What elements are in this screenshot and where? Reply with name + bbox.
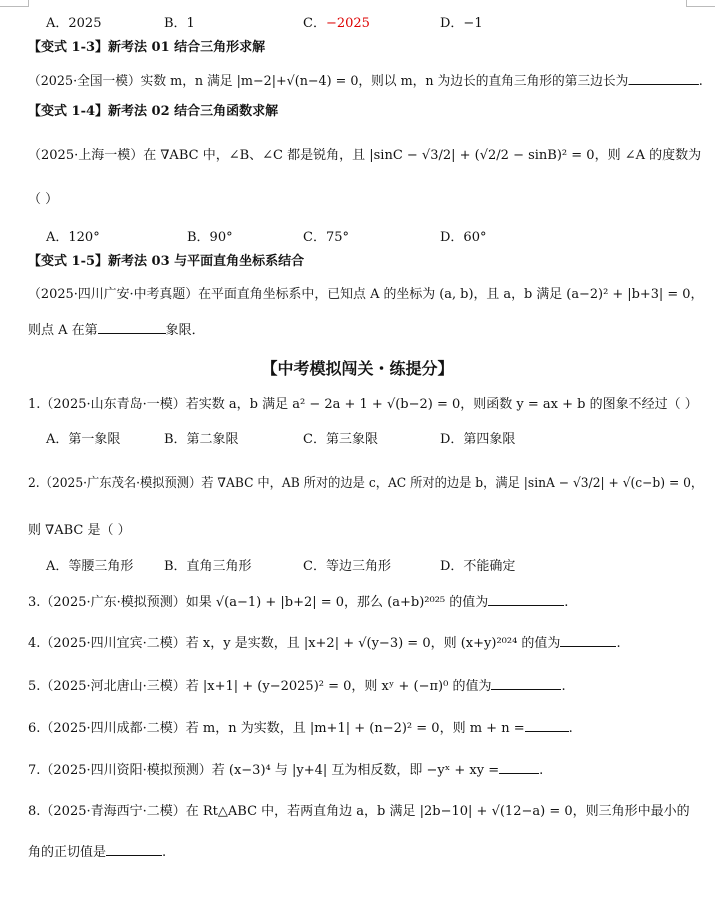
question-4-text: 4.（2025·四川宜宾·二模）若 x，y 是实数，且 |x+2| + √(y−3) = 0，则 (x+y)²⁰²⁴ 的值为 xyxy=(28,636,561,651)
variant-1-4-option-d: D．60° xyxy=(440,230,487,245)
question-8-line2 xyxy=(28,842,166,863)
answer-blank xyxy=(488,592,564,606)
top-option-c-value: −2025 xyxy=(325,16,370,31)
question-4 xyxy=(28,633,621,654)
variant-1-5-line2-post: 象限． xyxy=(165,323,205,338)
answer-blank xyxy=(525,718,569,732)
variant-1-4-option-a: A．120° xyxy=(46,230,100,245)
q1-option-d: D．第四象限 xyxy=(440,432,516,447)
q1-option-b: B．第二象限 xyxy=(164,432,239,447)
top-option-d: D．−1 xyxy=(440,16,483,31)
variant-1-4-option-b: B．90° xyxy=(187,230,233,245)
question-2-line2: 则 ∇ABC 是（ ） xyxy=(28,523,131,538)
question-3 xyxy=(28,592,568,613)
answer-blank xyxy=(106,842,162,856)
answer-blank xyxy=(499,760,539,774)
question-7-text: 7.（2025·四川资阳·模拟预测）若 (x−3)⁴ 与 |y+4| 互为相反数，即 −yˣ + xy = xyxy=(28,763,500,778)
period: . xyxy=(539,763,544,778)
question-6-text: 6.（2025·四川成都·二模）若 m，n 为实数，且 |m+1| + (n−2)² = 0，则 m + n = xyxy=(28,721,525,736)
question-8: 8.（2025·青海西宁·二模）在 Rt△ABC 中，若两直角边 a，b 满足 |2b−10| + √(12−a) = 0，则三角形中最小的 xyxy=(28,804,690,819)
q2-option-a: A．等腰三角形 xyxy=(46,559,134,574)
q2-option-c: C．等边三角形 xyxy=(303,559,391,574)
period: . xyxy=(616,636,621,651)
variant-1-3-problem xyxy=(28,71,703,92)
q2-option-b: B．直角三角形 xyxy=(164,559,252,574)
top-option-a: A．2025 xyxy=(46,16,102,31)
section-title: 【中考模拟闯关・练提分】 xyxy=(261,359,454,378)
question-7 xyxy=(28,760,543,781)
question-8-line2-pre: 角的正切值是 xyxy=(28,845,107,860)
question-5-text: 5.（2025·河北唐山·三模）若 |x+1| + (y−2025)² = 0，则 xʸ + (−π)⁰ 的值为 xyxy=(28,679,492,694)
variant-1-4-option-c: C．75° xyxy=(303,230,349,245)
variant-1-4-problem: （2025·上海一模）在 ∇ABC 中，∠B、∠C 都是锐角，且 |sinC − √3/2| + (√2/2 − sinB)² = 0，则 ∠A 的度数为 xyxy=(28,148,702,163)
question-3-text: 3.（2025·广东·模拟预测）如果 √(a−1) + |b+2| = 0，那么 (a+b)²⁰²⁵ 的值为 xyxy=(28,595,489,610)
variant-1-5-line2-pre: 则点 A 在第 xyxy=(28,323,98,338)
answer-blank xyxy=(491,676,561,690)
answer-blank xyxy=(628,71,698,85)
answer-blank xyxy=(98,320,166,334)
page-corner-mark-left xyxy=(0,0,29,7)
q1-option-a: A．第一象限 xyxy=(46,432,121,447)
q2-option-d: D．不能确定 xyxy=(440,559,516,574)
question-2: 2.（2025·广东茂名·模拟预测）若 ∇ABC 中，AB 所对的边是 c，AC 所对的边是 b，满足 |sinA − √3/2| + √(c−b) = 0， xyxy=(28,476,704,491)
period: . xyxy=(568,721,573,736)
period: . xyxy=(561,679,566,694)
question-5 xyxy=(28,676,566,697)
variant-1-4-paren: （ ） xyxy=(28,192,59,207)
answer-blank xyxy=(560,633,616,647)
variant-1-5-line2 xyxy=(28,320,205,341)
page-corner-mark-right xyxy=(686,0,715,7)
top-option-c-label: C． xyxy=(303,16,326,31)
question-1: 1.（2025·山东青岛·一模）若实数 a，b 满足 a² − 2a + 1 + √(b−2) = 0，则函数 y = ax + b 的图象不经过（ ） xyxy=(28,397,698,412)
period: . xyxy=(698,74,703,89)
question-6 xyxy=(28,718,573,739)
variant-1-4-tag: 【变式 1-4】新考法 02 结合三角函数求解 xyxy=(28,104,279,119)
top-option-b: B．1 xyxy=(164,16,195,31)
variant-1-3-tag: 【变式 1-3】新考法 01 结合三角形求解 xyxy=(28,40,266,55)
q1-option-c: C．第三象限 xyxy=(303,432,378,447)
period: . xyxy=(564,595,569,610)
variant-1-5-problem: （2025·四川广安·中考真题）在平面直角坐标系中，已知点 A 的坐标为 (a, b)，且 a，b 满足 (a−2)² + |b+3| = 0， xyxy=(28,287,704,302)
variant-1-5-tag: 【变式 1-5】新考法 03 与平面直角坐标系结合 xyxy=(28,254,305,269)
period: . xyxy=(162,845,167,860)
top-option-c xyxy=(303,12,370,31)
variant-1-3-text: （2025·全国一模）实数 m，n 满足 |m−2|+√(n−4) = 0，则以 m，n 为边长的直角三角形的第三边长为 xyxy=(28,74,629,89)
